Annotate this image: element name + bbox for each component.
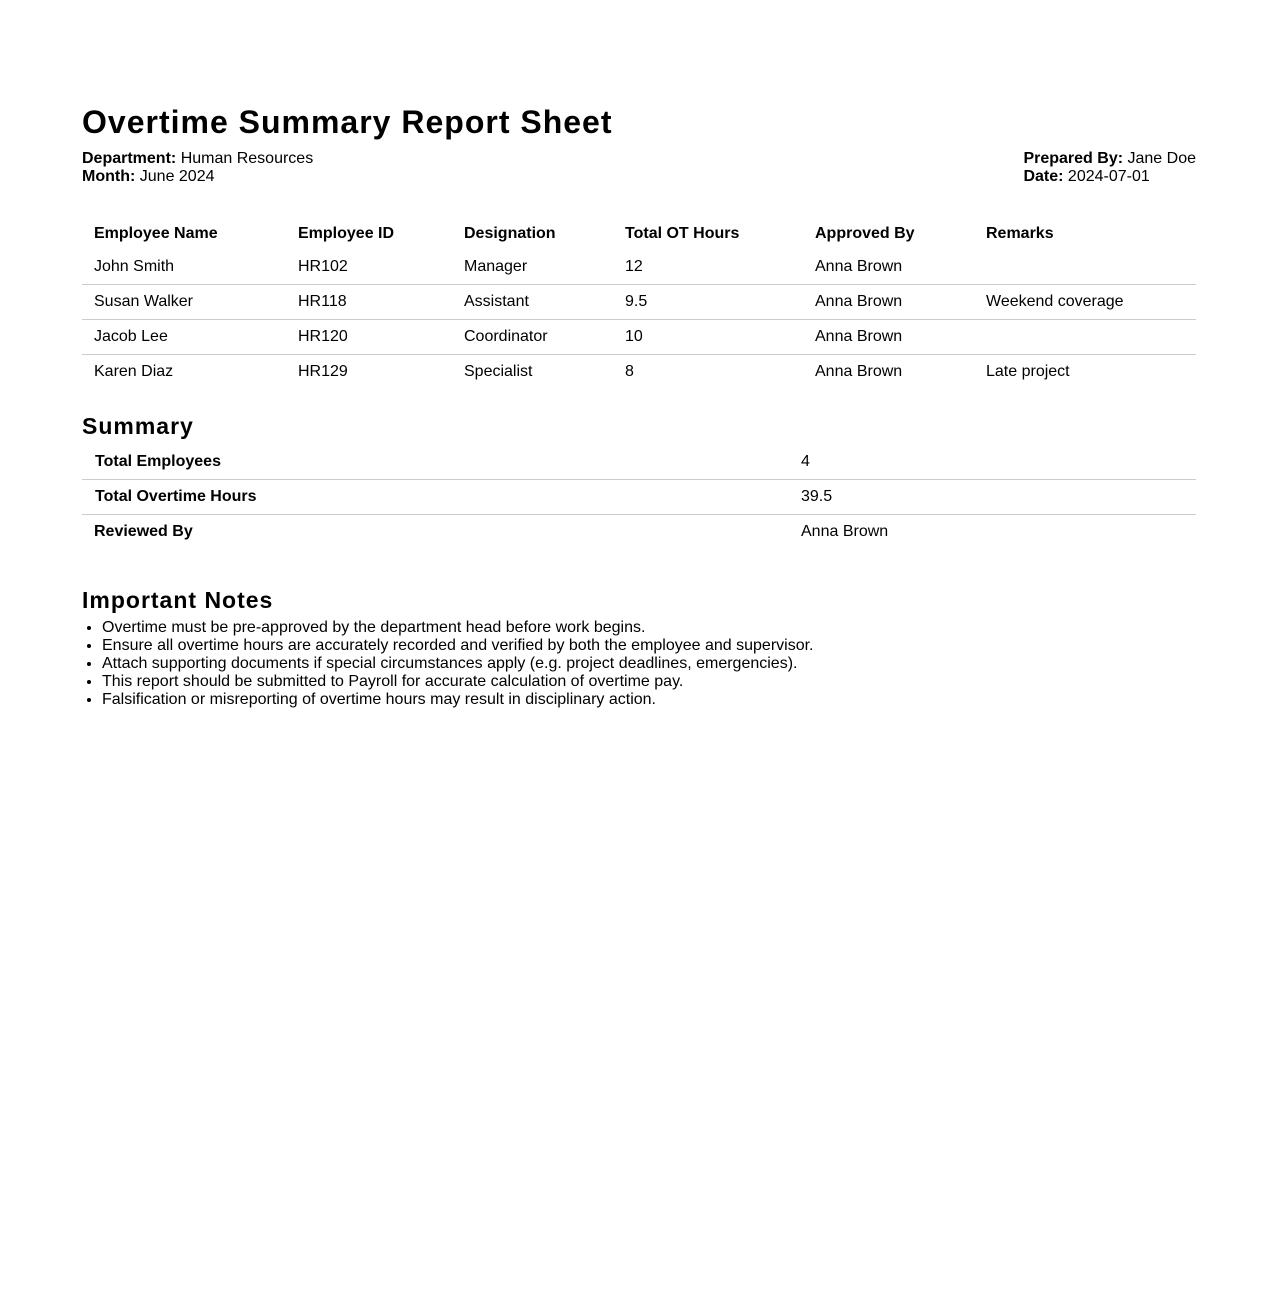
cell-employee-id: HR120 xyxy=(286,320,452,355)
prepared-by-label: Prepared By: xyxy=(1023,150,1124,167)
header-total-ot-hours: Total OT Hours xyxy=(625,225,740,242)
cell-employee-name: Jacob Lee xyxy=(82,320,286,355)
cell-employee-id: HR129 xyxy=(298,363,348,380)
header-designation: Designation xyxy=(464,225,556,242)
month-value: June 2024 xyxy=(139,168,215,185)
table-header-row xyxy=(82,218,1196,250)
date-label: Date: xyxy=(1023,168,1064,185)
meta-left xyxy=(82,150,313,186)
cell-approved-by: Anna Brown xyxy=(815,363,903,380)
page-title: Overtime Summary Report Sheet xyxy=(82,104,613,140)
notes-list xyxy=(82,619,1196,709)
report-page xyxy=(82,100,1196,709)
table-row xyxy=(82,250,1196,285)
header-approved-by: Approved By xyxy=(815,225,915,242)
table-row xyxy=(82,320,1196,355)
list-item: • Falsification or misreporting of overtime hours may result in disciplinary action. xyxy=(102,691,1196,709)
report-meta xyxy=(82,150,1196,186)
table-row xyxy=(82,285,1196,320)
cell-designation: Manager xyxy=(452,250,613,285)
overtime-table xyxy=(82,218,1196,389)
cell-designation: Assistant xyxy=(452,285,613,320)
cell-approved-by: Anna Brown xyxy=(803,285,974,320)
cell-ot-hours: 12 xyxy=(613,250,803,285)
cell-ot-hours: 9.5 xyxy=(613,285,803,320)
cell-remarks: Weekend coverage xyxy=(974,285,1196,320)
header-employee-id: Employee ID xyxy=(298,225,395,242)
list-item: • Ensure all overtime hours are accurately recorded and verified by both the employee and supervisor. xyxy=(102,637,1196,655)
notes-heading: Important Notes xyxy=(82,587,274,613)
department-label: Department: xyxy=(82,150,177,167)
summary-value-total-employees: 4 xyxy=(791,445,1196,480)
cell-approved-by: Anna Brown xyxy=(803,250,974,285)
cell-ot-hours: 10 xyxy=(613,320,803,355)
summary-value-reviewed-by: Anna Brown xyxy=(801,523,889,540)
cell-designation: Coordinator xyxy=(452,320,613,355)
department-line xyxy=(82,150,313,168)
cell-remarks xyxy=(974,320,1196,355)
cell-employee-name: John Smith xyxy=(82,250,286,285)
table-row xyxy=(82,355,1196,390)
prepared-by-line xyxy=(1023,150,1196,168)
summary-row xyxy=(82,515,1196,550)
list-item: • Overtime must be pre-approved by the department head before work begins. xyxy=(102,619,1196,637)
summary-label-total-overtime-hours: Total Overtime Hours xyxy=(82,480,791,515)
cell-employee-name: Karen Diaz xyxy=(94,363,174,380)
summary-value-total-overtime-hours: 39.5 xyxy=(791,480,1196,515)
list-item: • Attach supporting documents if special circumstances apply (e.g. project deadlines, emergencies). xyxy=(102,655,1196,673)
date-value: 2024-07-01 xyxy=(1067,168,1150,185)
department-value: Human Resources xyxy=(180,150,314,167)
month-label: Month: xyxy=(82,168,136,185)
summary-label-reviewed-by: Reviewed By xyxy=(94,523,193,540)
summary-heading: Summary xyxy=(82,413,194,439)
cell-employee-name: Susan Walker xyxy=(82,285,286,320)
month-line xyxy=(82,168,313,186)
date-line xyxy=(1023,168,1196,186)
cell-employee-id: HR102 xyxy=(286,250,452,285)
summary-table xyxy=(82,445,1196,549)
meta-right xyxy=(1023,150,1196,186)
header-employee-name: Employee Name xyxy=(94,225,218,242)
cell-approved-by: Anna Brown xyxy=(803,320,974,355)
cell-remarks xyxy=(974,250,1196,285)
cell-designation: Specialist xyxy=(464,363,533,380)
summary-row xyxy=(82,480,1196,515)
summary-label-total-employees: Total Employees xyxy=(82,445,791,480)
cell-remarks: Late project xyxy=(986,363,1070,380)
cell-employee-id: HR118 xyxy=(286,285,452,320)
list-item: • This report should be submitted to Payroll for accurate calculation of overtime pay. xyxy=(102,673,1196,691)
prepared-by-value: Jane Doe xyxy=(1127,150,1196,167)
summary-row xyxy=(82,445,1196,480)
header-remarks: Remarks xyxy=(986,225,1054,242)
cell-ot-hours: 8 xyxy=(625,363,634,380)
